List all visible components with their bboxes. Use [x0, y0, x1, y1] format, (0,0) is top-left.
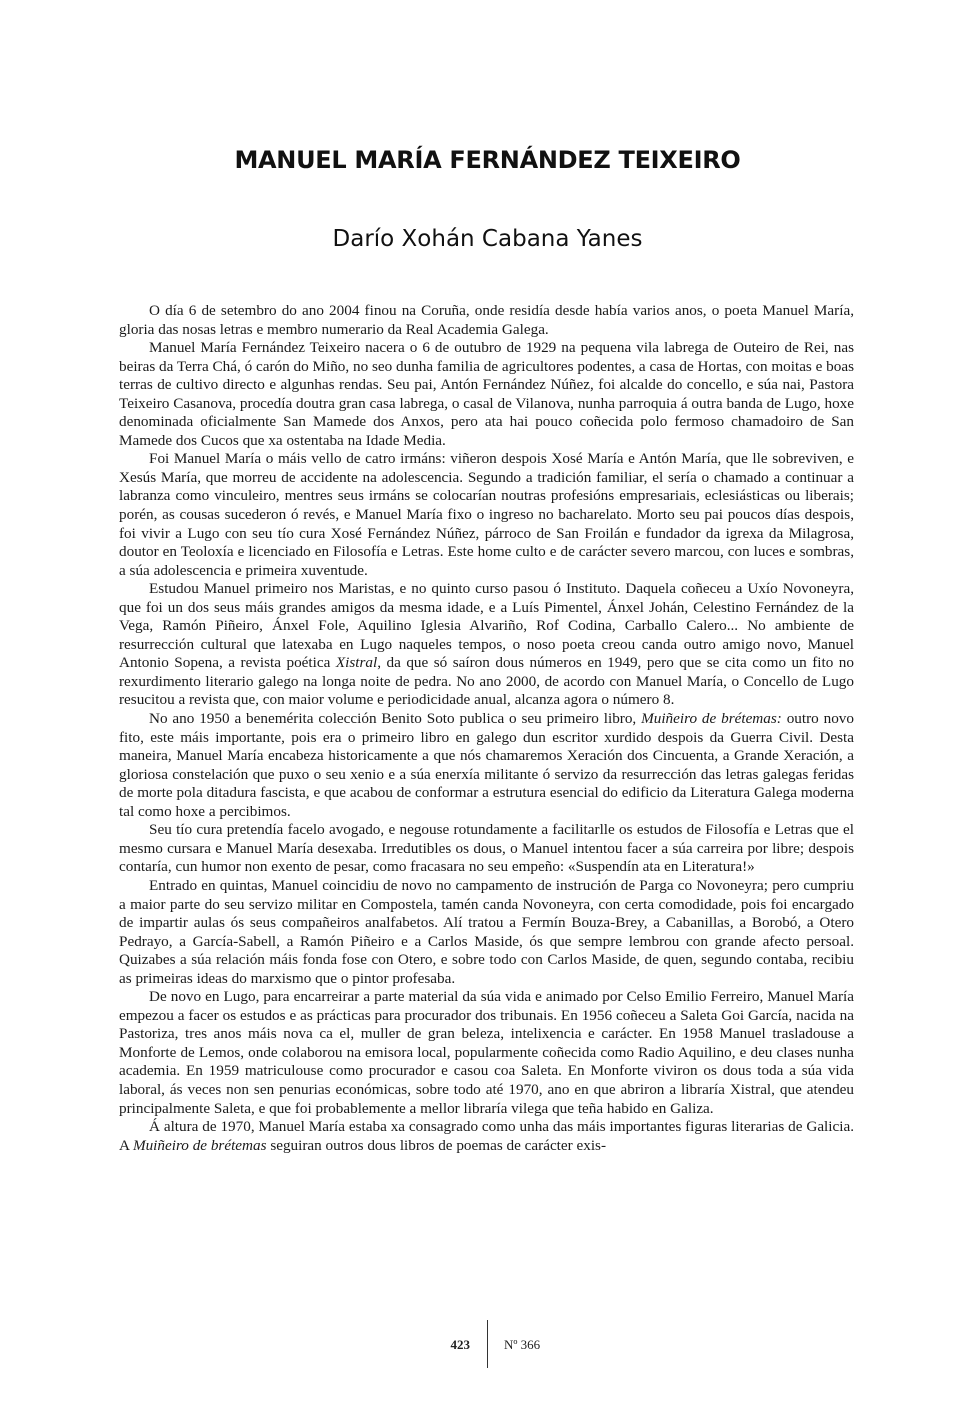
body-paragraph: [119, 1118, 854, 1155]
page-number: 423: [450, 1337, 470, 1352]
body-paragraph: [119, 877, 854, 988]
paragraph-text: , da que só saíron dous números en 1949, pero que se cita como un fito no rexurdimento literario galego na longa noite de pedra. No ano 2000, de acordo con Manuel María, o Concello de Lugo resucitou a revista que, con maior volume e periodicidade anual, alcanza agora o número 8.: [119, 654, 854, 709]
paragraph-text: Entrado en quintas, Manuel coincidiu de novo no campamento de instrución de Parga co Novoneyra; pero cumpriu a maior parte do seu servizo militar en Compostela, tamén canda Novoneyra, con certa comodidade, pois foi encargado de impartir aulas ós seus compañeiros analfabetos. Alí tratou a Fermín Bouza-Brey, a Cabanillas, a Borobó, a Otero Pedrayo, a García-Sabell, a Ramón Piñeiro e a Carlos Maside, ós que sempre lembrou con grande afecto persoal. Quizabes a súa relación máis fonda fose con Otero, e sobre todo con Carlos Maside, de quen, segundo contaba, recibiu as primeiras ideas do marxismo que o pintor profesaba.: [119, 876, 854, 987]
body-paragraph: [119, 450, 854, 580]
paragraph-text: Á altura de 1970, Manuel María estaba xa consagrado como unha das máis importantes figuras literarias de Galicia. A: [119, 1118, 854, 1154]
paragraph-text: Seu tío cura pretendía facelo avogado, e negouse rotundamente a facilitarlle os estudos de Filosofía e Letras que el mesmo cursara e Manuel María desexaba. Irredutibles os dous, o Manuel intentou facer a súa carreira por libre; despois contaría, cun humor non exento de pesar, como fracasara no seu empeño: «Suspendín ata en Literatura!»: [119, 821, 854, 876]
footer-divider: [487, 1320, 488, 1368]
article-body: [119, 302, 854, 1155]
body-paragraph: [119, 339, 854, 450]
article-author: Darío Xohán Cabana Yanes: [332, 226, 643, 252]
italic-title: Xistral: [335, 654, 378, 672]
body-paragraph: [119, 302, 854, 339]
body-paragraph: [119, 988, 854, 1118]
paragraph-text: Foi Manuel María o máis vello de catro irmáns: viñeron despois Xosé María e Antón María, que lle sobreviven, e Xesús María, que morreu de accidente na adolescencia. Segundo a tradición familiar, el sería o chamado a continuar a labranza como vinculeiro, mentres seus irmáns se colocarían noutras profesións empresariais, eclesiásticas ou liberais; porén, as cousas sucederon ó revés, e Manuel María fixo o ingreso no bacharelato. Morto seu pai poucos días despois, foi vivir a Lugo con seu tío cura Xosé Fernández Núñez, párroco de San Froilán e fundador da igrexa da Milagrosa, doutor en Teoloxía e licenciado en Filosofía e Letras. Este home culto e de carácter severo marcou, con luces e sombras, a súa adolescencia e primeira xuventude.: [119, 450, 854, 579]
paragraph-text: Estudou Manuel primeiro nos Maristas, e no quinto curso pasou ó Instituto. Daquela coñeceu a Uxío Novoneyra, que foi un dos seus máis grandes amigos da mesma idade, e a Luís Pimentel, Ánxel Johán, Celestino Fernández de la Vega, Ramón Piñeiro, Ánxel Fole, Aquilino Iglesia Alvariño, Rof Codina, Carballo Calero... No ambiente de resurrección cultural que latexaba en Lugo naqueles tempos, o noso poeta creou canda outro amigo novo, Manuel Antonio Sopena, a revista poética: [119, 580, 854, 672]
paragraph-text: Manuel María Fernández Teixeiro nacera o 6 de outubro de 1929 na pequena vila labrega de Outeiro de Rei, nas beiras da Terra Chá, ó carón do Miño, no seo dunha familia de agricultores podentes, a casa de Hortas, con moitas e boas terras de cultivo directo e algunhas rendas. Seu pai, Antón Fernández Núñez, foi alcalde do concello, e súa nai, Pastora Teixeiro Casanova, procedía doutra gran casa labrega, o casal de Vilanova, nunha parroquia á outra banda de Lugo, hoxe denominada oficialmente San Mamede dos Anxos, pero ata hai pouco coñecida polo fermoso chamadoiro de San Mamede dos Cucos que xa ostentaba na Idade Media.: [119, 339, 855, 449]
paragraph-text: De novo en Lugo, para encarreirar a parte material da súa vida e animado por Celso Emilio Ferreiro, Manuel María empezou a facer os estudos e as prácticas para procurador dos tribunais. En 1956 coñeceu a Saleta Goi García, nacida na Pastoriza, tres anos máis nova ca el, muller de gran beleza, intelixencia e carácter. En 1958 Manuel trasladouse a Monforte de Lemos, onde colaborou na emisora local, popularmente coñecida como Radio Aquilino, e deu clases nunha academia. En 1959 matriculouse como procurador e casou coa Saleta. En Monforte viviron os dous toda a súa vida laboral, ás veces non sen penurias económicas, sobre todo até 1970, ano en que abriron a libraría Xistral, que atendeu principalmente Saleta, e que foi probablemente a mellor libraría vilega que teña habido en Galiza.: [119, 988, 854, 1117]
body-paragraph: [119, 821, 854, 877]
italic-title: Muiñeiro de brétemas: [132, 1136, 267, 1154]
paragraph-text: O día 6 de setembro do ano 2004 finou na Coruña, onde residía desde había varios anos, o poeta Manuel María, gloria das nosas letras e membro numerario da Real Academia Galega.: [119, 302, 854, 338]
italic-title: Muiñeiro de brétemas:: [641, 710, 782, 728]
paragraph-text: outro novo fito, este máis importante, pois era o primeiro libro en galego dun escritor xurdido despois da Guerra Civil. Desta maneira, Manuel María encabeza historicamente a que nós chamaremos Xeración dos Cincuenta, a Grande Xeración, a gloriosa constelación que puxo o seu xenio e a súa enerxía militante ó servizo da resurrección das letras galegas feridas de morte pola ditadura fascista, e que acabou de conformar a estrutura esencial do edificio da Literatura Galega moderna tal como hoxe a percibimos.: [119, 710, 854, 820]
body-paragraph: [119, 580, 854, 710]
paragraph-text: No ano 1950 a benemérita colección Benito Soto publica o seu primeiro libro,: [149, 710, 642, 728]
body-paragraph: [119, 710, 854, 821]
paragraph-text: seguiran outros dous libros de poemas de carácter exis-: [266, 1136, 607, 1154]
issue-number: Nº 366: [504, 1337, 541, 1352]
article-title: MANUEL MARÍA FERNÁNDEZ TEIXEIRO: [234, 146, 741, 174]
